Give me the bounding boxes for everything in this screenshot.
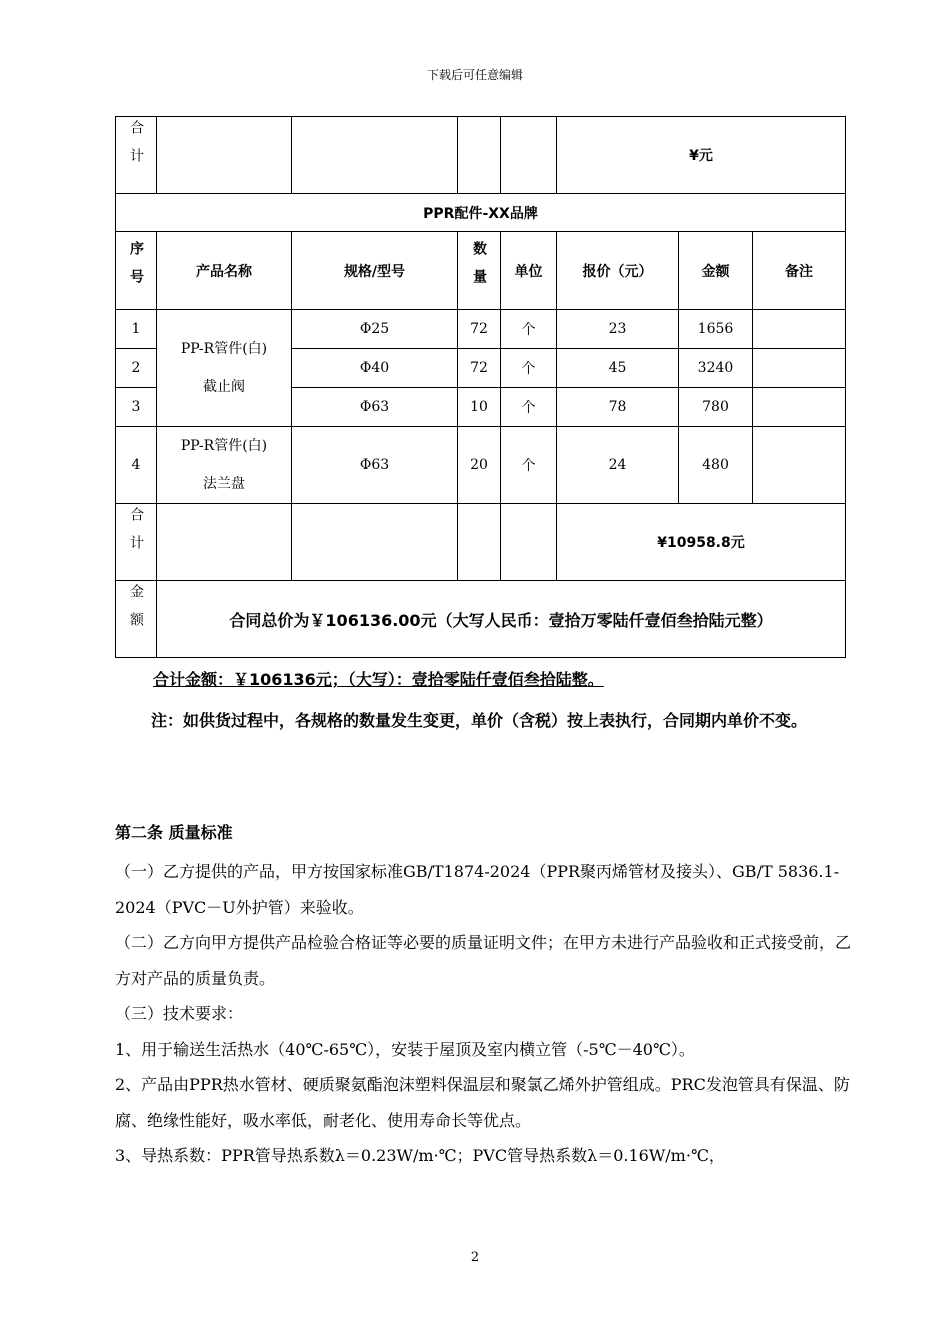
table-row: [116, 427, 846, 504]
table-row: [116, 310, 846, 349]
row-unit: 个: [501, 349, 557, 388]
column-header-row: [116, 232, 846, 310]
product-name-line2: 法兰盘: [203, 476, 245, 492]
row-spec: Φ40: [292, 349, 458, 388]
body-paragraph: 1、用于输送生活热水（40℃-65℃），安装于屋顶及室内横立管（-5℃－40℃）。: [115, 1039, 695, 1059]
body-paragraph: （一）乙方提供的产品，甲方按国家标准GB/T1874-2024（PPR聚丙烯管材及接头）、GB/T 5836.1-2024（PVC－U外护管）来验收。: [115, 862, 840, 917]
row-price: 23: [557, 310, 679, 349]
grand-total-label: [116, 581, 157, 658]
empty-cell: [501, 117, 557, 194]
row-amount: 480: [679, 427, 753, 504]
row-price: 78: [557, 388, 679, 427]
note-paragraph: 注：如供货过程中，各规格的数量发生变更，单价（含税）按上表执行，合同期内单价不变。: [151, 711, 808, 730]
col-header-spec: 规格/型号: [292, 232, 458, 310]
row-amount: 1656: [679, 310, 753, 349]
empty-cell: [501, 504, 557, 581]
top-total-label: [116, 117, 157, 194]
row-note: [753, 349, 846, 388]
quality-body: [115, 854, 855, 1174]
row-unit: 个: [501, 427, 557, 504]
col-header-price: 报价（元）: [557, 232, 679, 310]
col-header-name: 产品名称: [157, 232, 292, 310]
sum-line-text: 合计金额：￥106136元；（大写）：壹拾零陆仟壹佰叁拾陆整。: [153, 670, 604, 689]
row-no: 1: [116, 310, 157, 349]
product-name-group1: [157, 310, 292, 427]
sum-line: [153, 667, 893, 690]
row-note: [753, 388, 846, 427]
col-header-no-text: 序号: [128, 240, 144, 297]
empty-cell: [458, 117, 501, 194]
top-total-row: [116, 117, 846, 194]
row-qty: 72: [458, 310, 501, 349]
row-spec: Φ63: [292, 427, 458, 504]
row-qty: 72: [458, 349, 501, 388]
row-amount: 3240: [679, 349, 753, 388]
empty-cell: [292, 504, 458, 581]
col-header-note: 备注: [753, 232, 846, 310]
body-paragraph: （二）乙方向甲方提供产品检验合格证等必要的质量证明文件；在甲方未进行产品验收和正式接受前，乙方对产品的质量负责。: [115, 933, 852, 988]
price-table: [115, 116, 846, 658]
empty-cell: [458, 504, 501, 581]
row-amount: 780: [679, 388, 753, 427]
subtotal-row: [116, 504, 846, 581]
section-title-quality: 第二条 质量标准: [115, 823, 233, 842]
col-header-amount: 金额: [679, 232, 753, 310]
subtotal-label-text: 合计: [128, 506, 144, 563]
row-qty: 20: [458, 427, 501, 504]
row-note: [753, 427, 846, 504]
row-unit: 个: [501, 310, 557, 349]
grand-total-text: 合同总价为￥106136.00元（大写人民币：壹拾万零陆仟壹佰叁拾陆元整）: [157, 581, 846, 658]
row-no: 3: [116, 388, 157, 427]
row-spec: Φ25: [292, 310, 458, 349]
subtotal-label: [116, 504, 157, 581]
empty-cell: [157, 504, 292, 581]
grand-total-row: [116, 581, 846, 658]
section-title: PPR配件-XX品牌: [116, 194, 846, 232]
product-name-line1: PP-R管件(白): [180, 438, 268, 454]
row-price: 45: [557, 349, 679, 388]
top-total-label-text: 合计: [128, 119, 144, 176]
page-header: 下载后可任意编辑: [426, 68, 523, 82]
empty-cell: [157, 117, 292, 194]
row-qty: 10: [458, 388, 501, 427]
col-header-qty-text: 数量: [471, 240, 487, 297]
body-paragraph: 2、产品由PPR热水管材、硬质聚氨酯泡沫塑料保温层和聚氯乙烯外护管组成。PRC发泡管具有保温、防腐、绝缘性能好，吸水率低，耐老化、使用寿命长等优点。: [115, 1075, 850, 1130]
row-spec: Φ63: [292, 388, 458, 427]
section-title-row: [116, 194, 846, 232]
product-name-line1: PP-R管件(白): [180, 341, 268, 357]
empty-cell: [292, 117, 458, 194]
body-paragraph: （三）技术要求：: [115, 1004, 244, 1023]
row-no: 2: [116, 349, 157, 388]
col-header-unit: 单位: [501, 232, 557, 310]
page-number: 2: [470, 1250, 480, 1265]
subtotal-amount: ¥10958.8元: [557, 504, 846, 581]
row-no: 4: [116, 427, 157, 504]
row-unit: 个: [501, 388, 557, 427]
col-header-qty: [458, 232, 501, 310]
product-name-group2: [157, 427, 292, 504]
grand-total-label-text: 金额: [128, 583, 144, 640]
col-header-no: [116, 232, 157, 310]
body-paragraph: 3、导热系数：PPR管导热系数λ＝0.23W/m·℃；PVC管导热系数λ＝0.16W/m·℃，: [115, 1146, 725, 1165]
product-name-line2: 截止阀: [203, 379, 245, 395]
row-price: 24: [557, 427, 679, 504]
row-note: [753, 310, 846, 349]
top-total-amount: ¥元: [557, 117, 846, 194]
